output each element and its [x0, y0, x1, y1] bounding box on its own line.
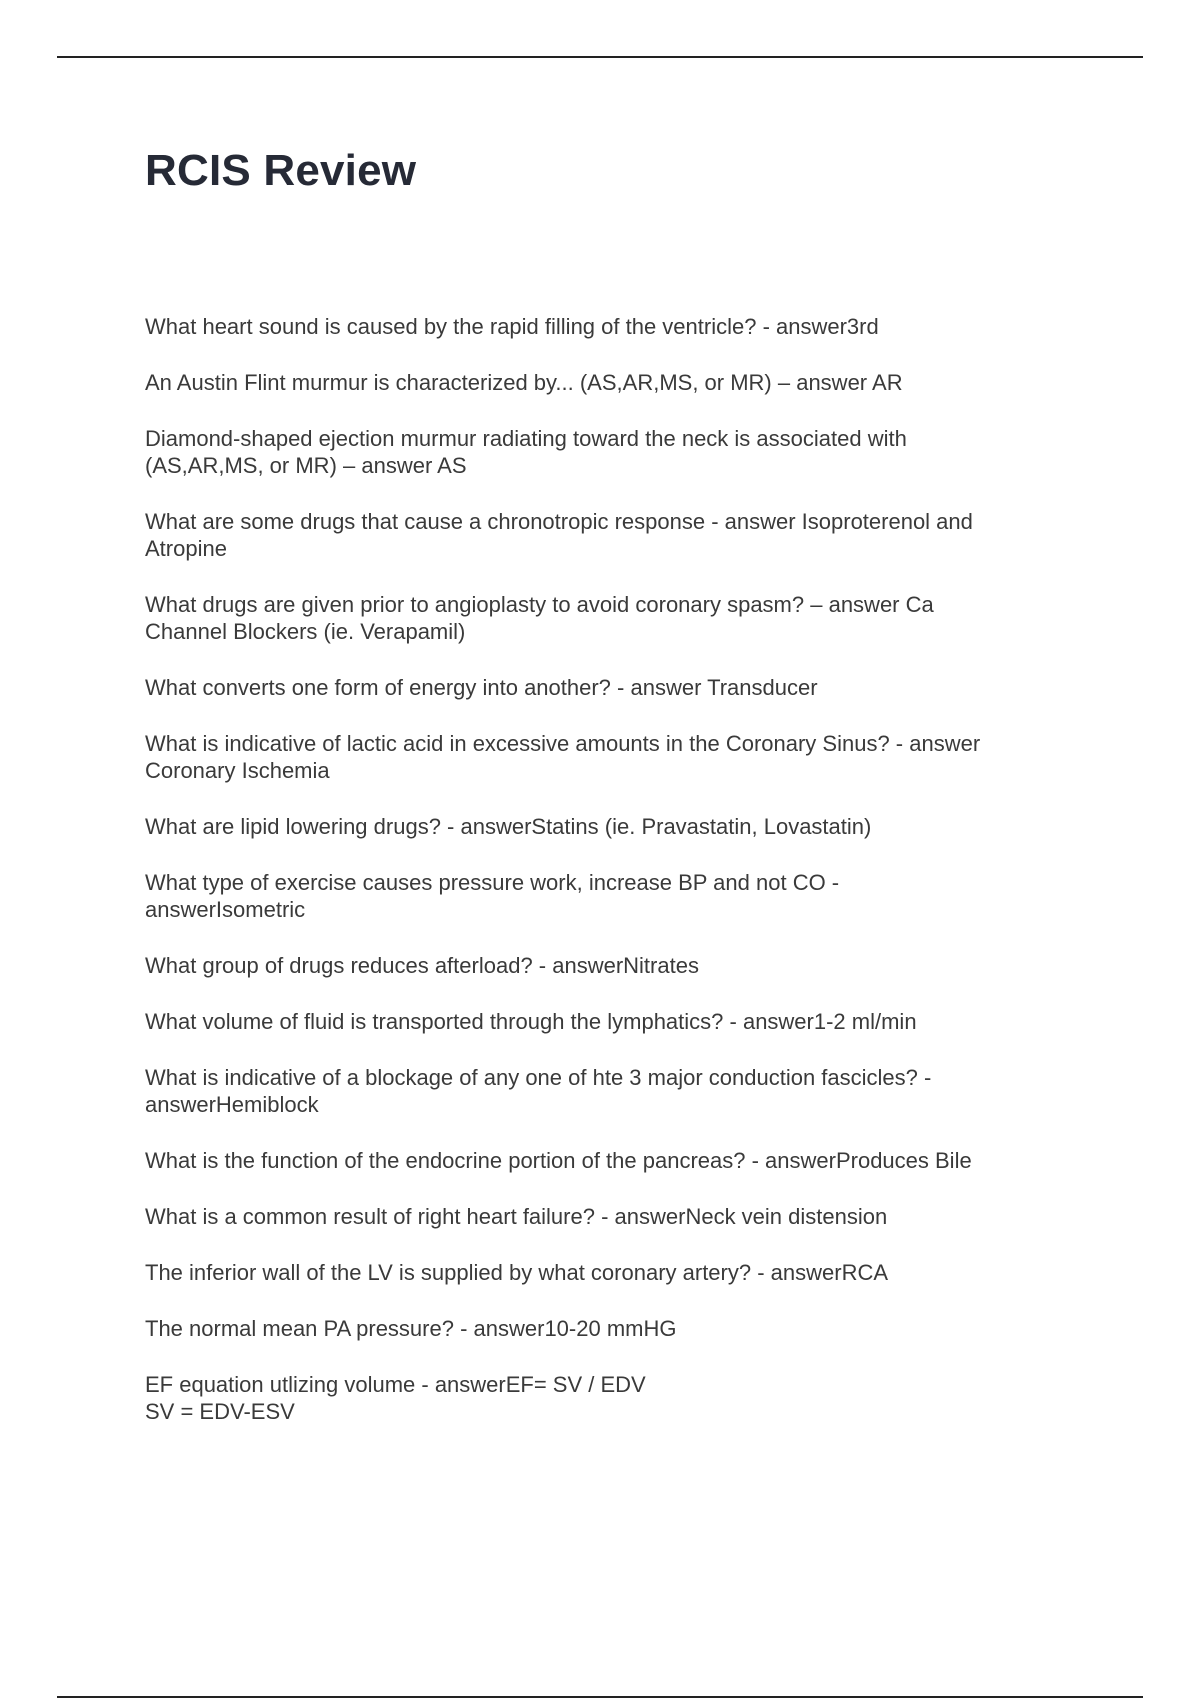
qa-item: What are lipid lowering drugs? - answerStatins (ie. Pravastatin, Lovastatin)	[145, 814, 872, 839]
qa-item: What is indicative of lactic acid in excessive amounts in the Coronary Sinus? - answer Coronary Ischemia	[145, 731, 981, 783]
qa-item: An Austin Flint murmur is characterized by... (AS,AR,MS, or MR) – answer AR	[145, 370, 903, 395]
qa-item: What converts one form of energy into another? - answer Transducer	[145, 675, 818, 700]
qa-item: The normal mean PA pressure? - answer10-20 mmHG	[145, 1316, 677, 1341]
qa-item: What volume of fluid is transported through the lymphatics? - answer1-2 ml/min	[145, 1009, 917, 1034]
qa-item: What drugs are given prior to angioplasty to avoid coronary spasm? – answer Ca Channel Blockers (ie. Verapamil)	[145, 592, 934, 644]
qa-item: What group of drugs reduces afterload? - answerNitrates	[145, 953, 699, 978]
top-rule	[57, 56, 1143, 58]
page-title: RCIS Review	[145, 146, 417, 195]
qa-item: What is the function of the endocrine portion of the pancreas? - answerProduces Bile	[145, 1148, 972, 1173]
qa-item: What type of exercise causes pressure work, increase BP and not CO - answerIsometric	[145, 870, 840, 922]
qa-item: The inferior wall of the LV is supplied by what coronary artery? - answerRCA	[145, 1260, 889, 1285]
qa-item: EF equation utlizing volume - answerEF= SV / EDV SV = EDV-ESV	[145, 1372, 646, 1424]
qa-item: What is indicative of a blockage of any one of hte 3 major conduction fascicles? - answerHemiblock	[145, 1065, 932, 1117]
qa-item: What is a common result of right heart failure? - answerNeck vein distension	[145, 1204, 888, 1229]
qa-item: What are some drugs that cause a chronotropic response - answer Isoproterenol and Atropine	[145, 509, 973, 561]
qa-list	[145, 313, 1075, 1454]
bottom-rule	[57, 1696, 1143, 1698]
qa-item: What heart sound is caused by the rapid filling of the ventricle? - answer3rd	[145, 314, 879, 339]
qa-item: Diamond-shaped ejection murmur radiating toward the neck is associated with (AS,AR,MS, or MR) – answer AS	[145, 426, 907, 478]
